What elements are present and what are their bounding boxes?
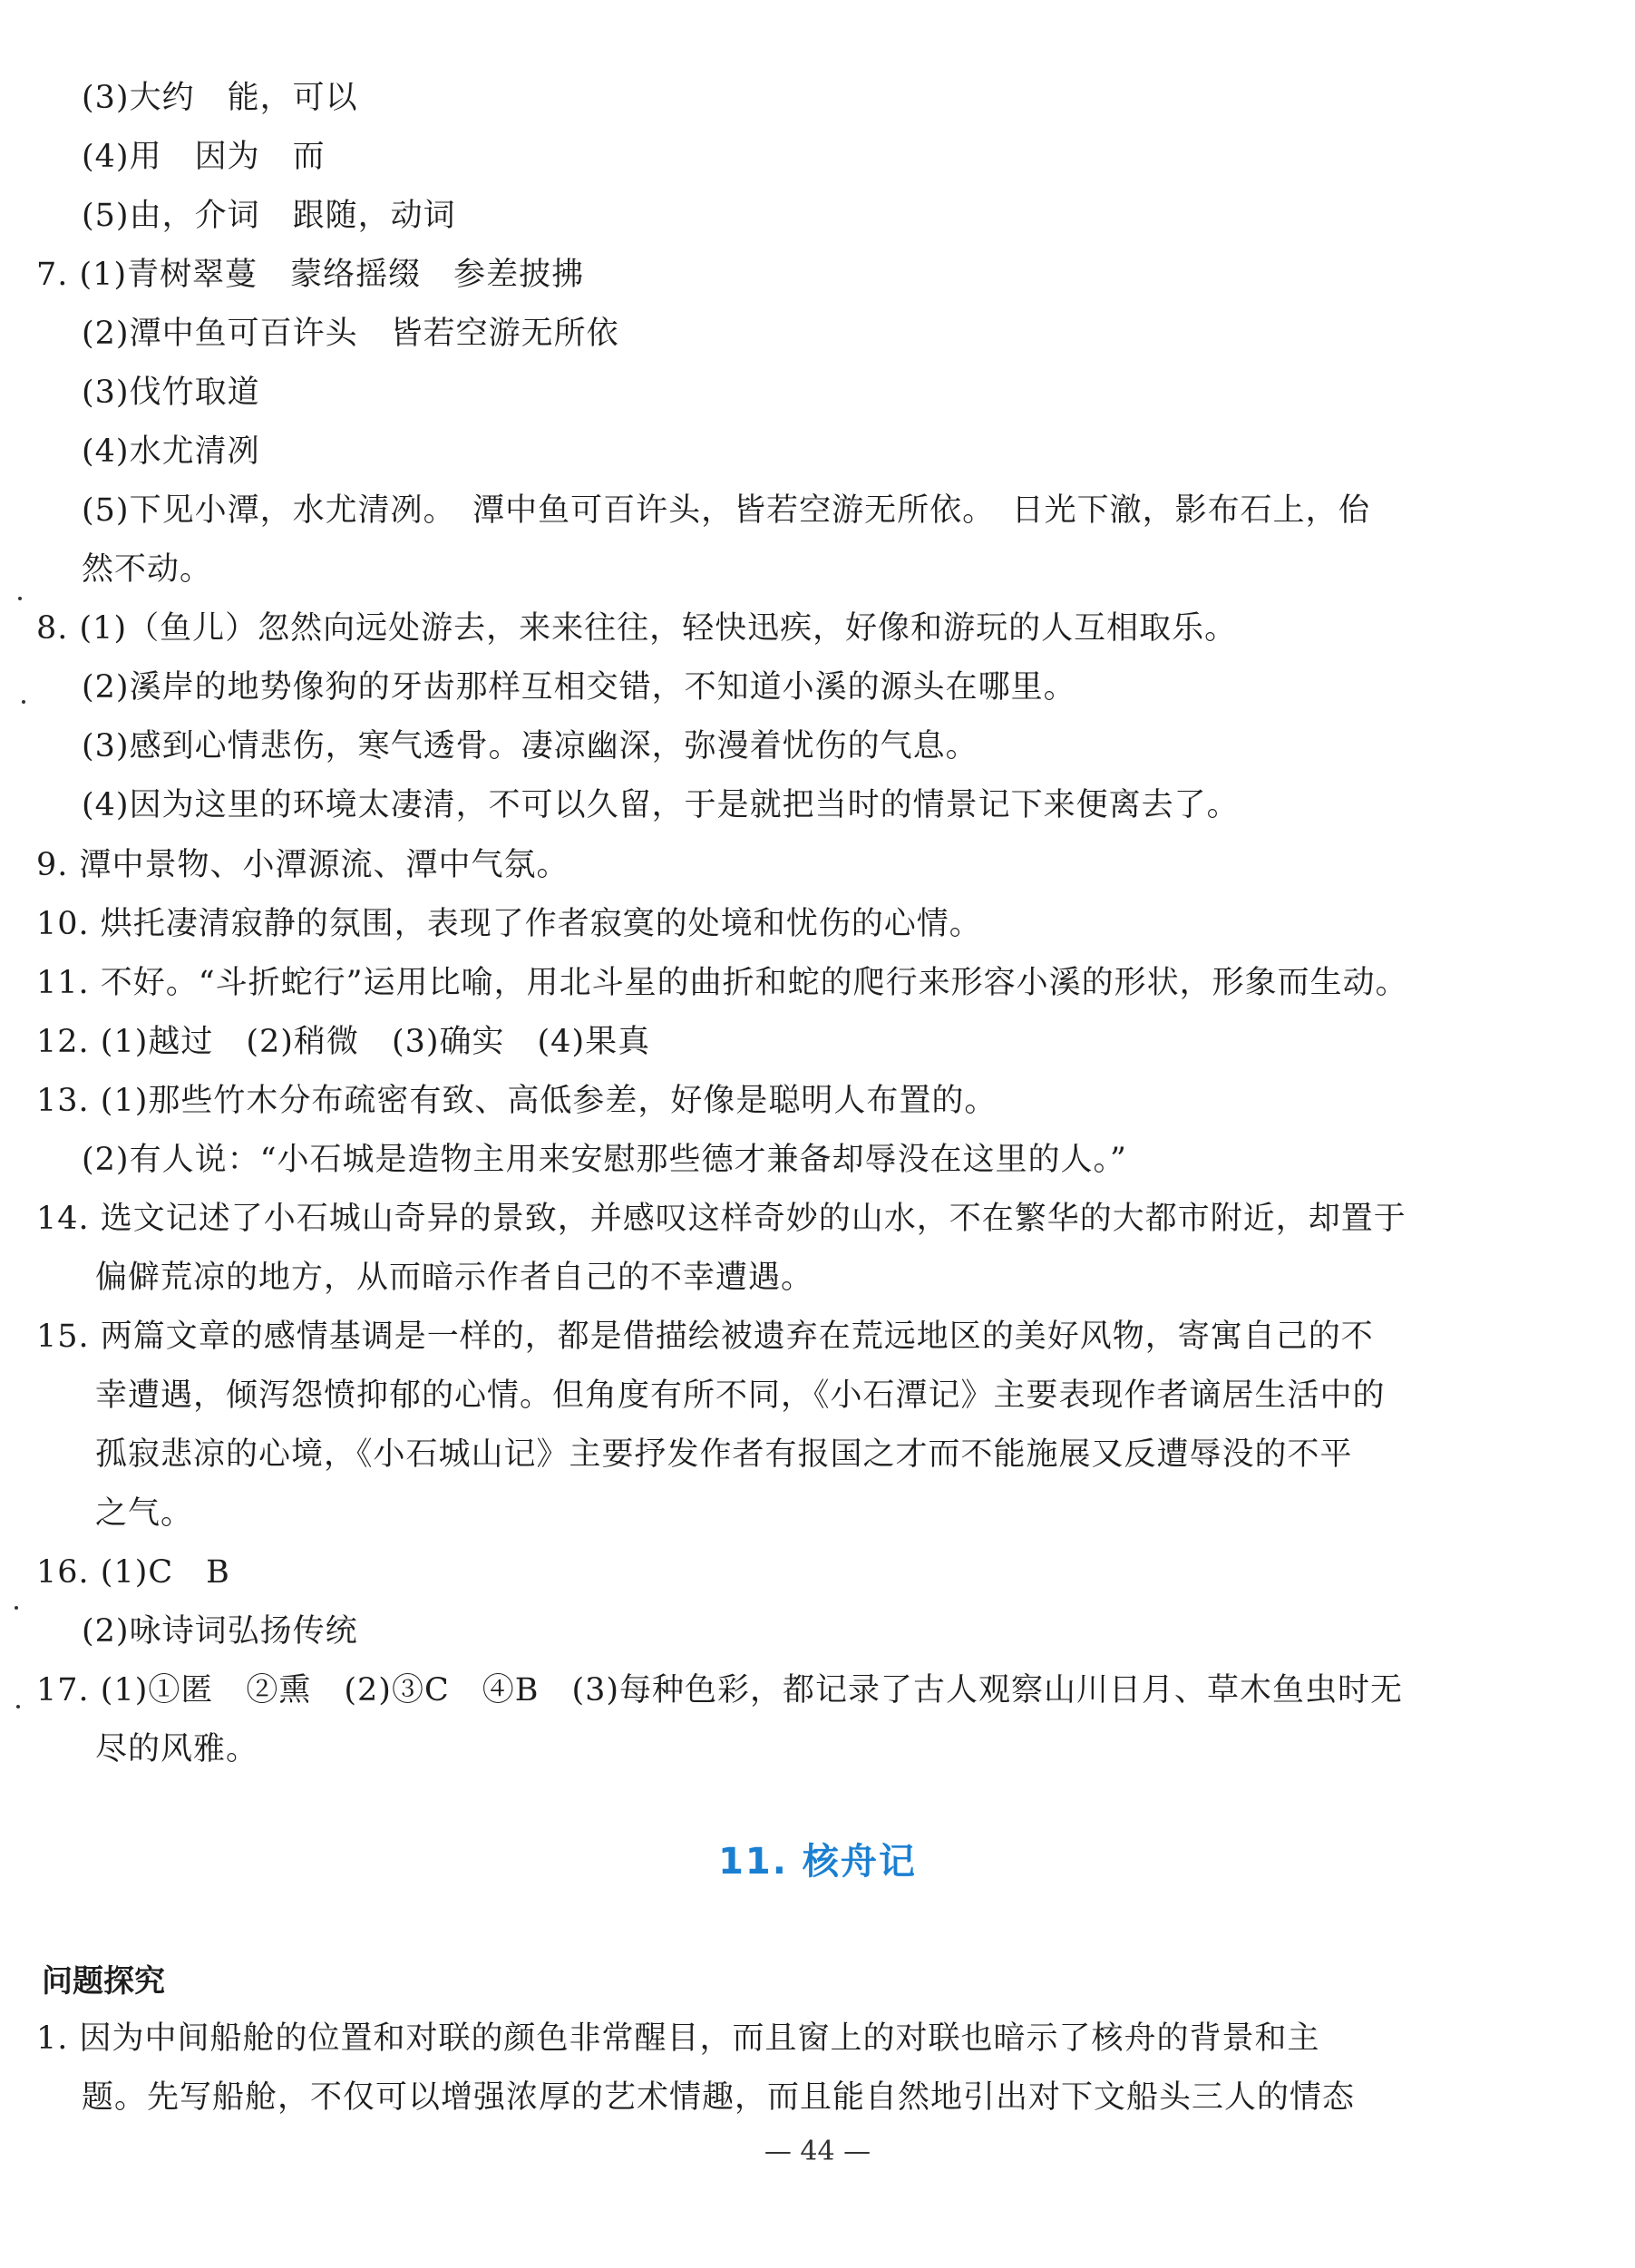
answer-line: 8. (1)（鱼儿）忽然向远处游去，来来往往，轻快迅疾，好像和游玩的人互相取乐。 bbox=[36, 610, 1238, 647]
answer-line: 偏僻荒凉的地方，从而暗示作者自己的不幸遭遇。 bbox=[95, 1260, 814, 1296]
answer-line: 16. (1)C B bbox=[36, 1554, 230, 1591]
answer-line: (2)有人说：“小石城是造物主用来安慰那些德才兼备却辱没在这里的人。” bbox=[82, 1142, 1127, 1178]
answer-line: 17. (1)①匿 ②熏 (2)③C ④B (3)每种色彩，都记录了古人观察山川日月、草木鱼虫时无 bbox=[36, 1672, 1404, 1708]
answer-line: 14. 选文记述了小石城山奇异的景致，并感叹这样奇妙的山水，不在繁华的大都市附近，却置于 bbox=[36, 1201, 1406, 1237]
answer-line: 1. 因为中间船舱的位置和对联的颜色非常醒目，而且窗上的对联也暗示了核舟的背景和主 bbox=[36, 2020, 1320, 2057]
answer-line: (2)咏诗词弘扬传统 bbox=[82, 1613, 358, 1650]
answer-line: 7. (1)青树翠蔓 蒙络摇缀 参差披拂 bbox=[36, 257, 585, 293]
answer-line: 尽的风雅。 bbox=[95, 1731, 259, 1767]
answer-line: 孤寂悲凉的心境，《小石城山记》主要抒发作者有报国之才而不能施展又反遭辱没的不平 bbox=[95, 1436, 1353, 1473]
answer-line: 15. 两篇文章的感情基调是一样的，都是借描绘被遗弃在荒远地区的美好风物，寄寓自己的不 bbox=[36, 1319, 1374, 1355]
answer-line: (5)由，介词 跟随，动词 bbox=[82, 198, 456, 234]
answer-line: (3)大约 能，可以 bbox=[82, 80, 358, 116]
answer-line: 9. 潭中景物、小潭源流、潭中气氛。 bbox=[36, 847, 569, 883]
answer-line: (2)溪岸的地势像狗的牙齿那样互相交错，不知道小溪的源头在哪里。 bbox=[82, 669, 1076, 706]
answer-line: 11. 不好。“斗折蛇行”运用比喻，用北斗星的曲折和蛇的爬行来形容小溪的形状，形象而生动。 bbox=[36, 965, 1408, 1001]
scan-speck bbox=[18, 597, 22, 600]
answer-line: (2)潭中鱼可百许头 皆若空游无所依 bbox=[82, 316, 619, 352]
answer-line: 题。先写船舱，不仅可以增强浓厚的艺术情趣，而且能自然地引出对下文船头三人的情态 bbox=[82, 2079, 1356, 2116]
page-number: — 44 — bbox=[764, 2136, 871, 2167]
answer-line: 然不动。 bbox=[82, 551, 213, 588]
answer-line: 之气。 bbox=[95, 1495, 194, 1532]
scan-speck bbox=[16, 1705, 20, 1708]
answer-line: 幸遭遇，倾泻怨愤抑郁的心情。但角度有所不同，《小石潭记》主要表现作者谪居生活中的 bbox=[95, 1377, 1386, 1414]
answer-line: (4)用 因为 而 bbox=[82, 139, 326, 175]
answer-line: 10. 烘托凄清寂静的氛围，表现了作者寂寞的处境和忧伤的心情。 bbox=[36, 906, 982, 942]
scan-speck bbox=[22, 700, 25, 704]
answer-line: (3)感到心情悲伤，寒气透骨。凄凉幽深，弥漫着忧伤的气息。 bbox=[82, 728, 978, 764]
answer-line: 12. (1)越过 (2)稍微 (3)确实 (4)果真 bbox=[36, 1024, 651, 1060]
section-title: 11. 核舟记 bbox=[718, 1841, 917, 1883]
answer-line: (3)伐竹取道 bbox=[82, 375, 260, 411]
scan-speck bbox=[15, 1606, 18, 1610]
answer-line: (5)下见小潭，水尤清冽。 潭中鱼可百许头，皆若空游无所依。 日光下澈，影布石上，佁 bbox=[82, 492, 1371, 529]
answer-line: (4)水尤清冽 bbox=[82, 433, 260, 470]
subheading: 问题探究 bbox=[42, 1963, 165, 2000]
answer-line: (4)因为这里的环境太凄清，不可以久留，于是就把当时的情景记下来便离去了。 bbox=[82, 787, 1240, 823]
answer-line: 13. (1)那些竹木分布疏密有致、高低参差，好像是聪明人布置的。 bbox=[36, 1083, 998, 1119]
